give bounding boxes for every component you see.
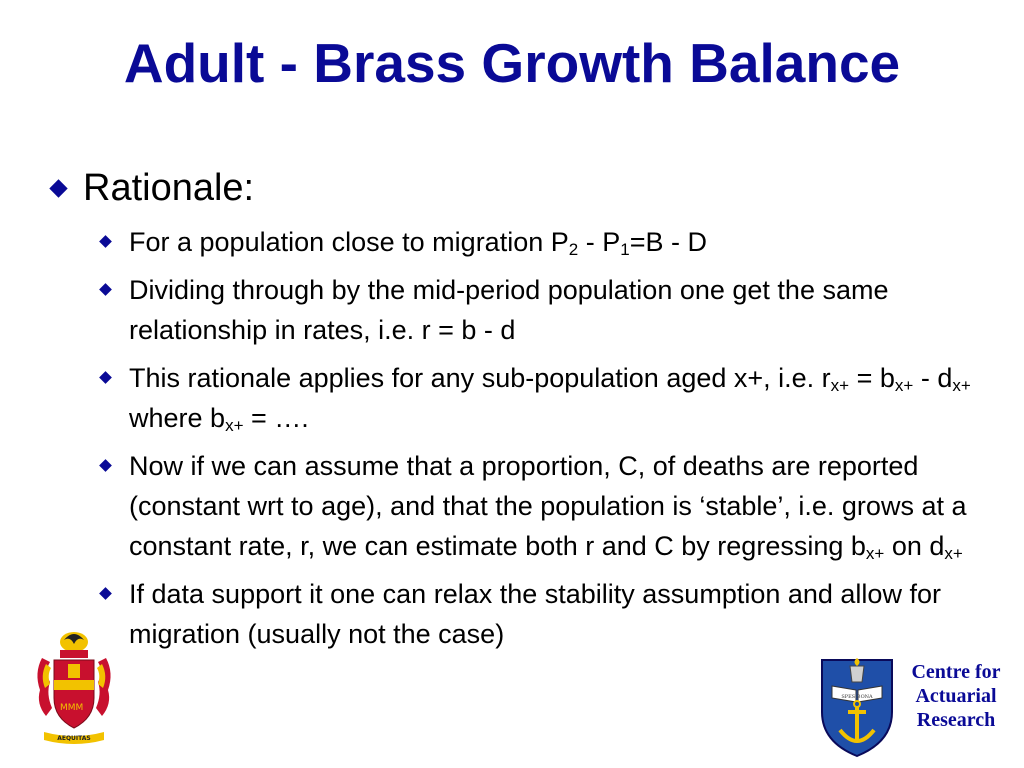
bullet-item-4 [96,446,976,566]
logo-text-line: Research [916,709,996,731]
bullet-text: - P [578,227,621,257]
diamond-bullet-icon [99,235,112,248]
logo-text-line: Centre for [911,661,1001,683]
bullet-list [96,222,976,662]
bullet-text: - d [913,363,953,393]
subscript: x+ [944,544,963,563]
subscript: 1 [620,240,630,259]
book-text: SPES BONA [841,694,873,700]
svg-text:ⅯⅯⅯ: ⅯⅯⅯ [60,703,84,713]
bullet-text: on d [884,531,945,561]
diamond-bullet-icon [99,459,112,472]
bullet-text: If data support it one can relax the stability assumption and allow for migration (usually not the case) [129,579,941,649]
bullet-text: This rationale applies for any sub-population aged x+, i.e. r [129,363,831,393]
bullet-text: =B - D [629,227,707,257]
bullet-item-2 [96,270,976,350]
bullet-text: = …. [243,403,309,433]
subscript: x+ [865,544,885,563]
rationale-heading-text: Rationale: [83,167,255,209]
diamond-bullet-icon [99,283,112,296]
subscript: x+ [830,376,850,395]
bullet-text: For a population close to migration P [129,227,569,257]
bullet-text: Dividing through by the mid-period population one get the same relationship in rates, i.e. r = b - d [129,275,889,345]
diamond-bullet-icon [99,587,112,600]
bullet-text: = b [849,363,895,393]
centre-for-actuarial-research-label [896,660,1016,732]
subscript: x+ [952,376,971,395]
diamond-bullet-icon [99,371,112,384]
slide-title: Adult - Brass Growth Balance [123,32,901,94]
subscript: x+ [225,416,244,435]
university-crest-logo [818,656,896,758]
bullet-text: where b [129,403,226,433]
bullet-item-1 [96,222,976,262]
crest-motto: AEQUITAS [57,735,91,742]
rationale-heading [48,166,254,210]
subscript: x+ [894,376,914,395]
bullet-item-5 [96,574,976,654]
bullet-text: Now if we can assume that a proportion, C, of deaths are reported (constant wrt to age), and that the population is ‘stable’, i.e. grows at a constant rate, r, we can estimate both r and C by regressing b [129,451,967,561]
subscript: 2 [568,240,579,259]
bullet-item-3 [96,358,976,438]
heriot-watt-crest-logo [32,628,116,746]
logo-text-line: Actuarial [915,685,997,707]
diamond-bullet-icon [49,179,67,197]
